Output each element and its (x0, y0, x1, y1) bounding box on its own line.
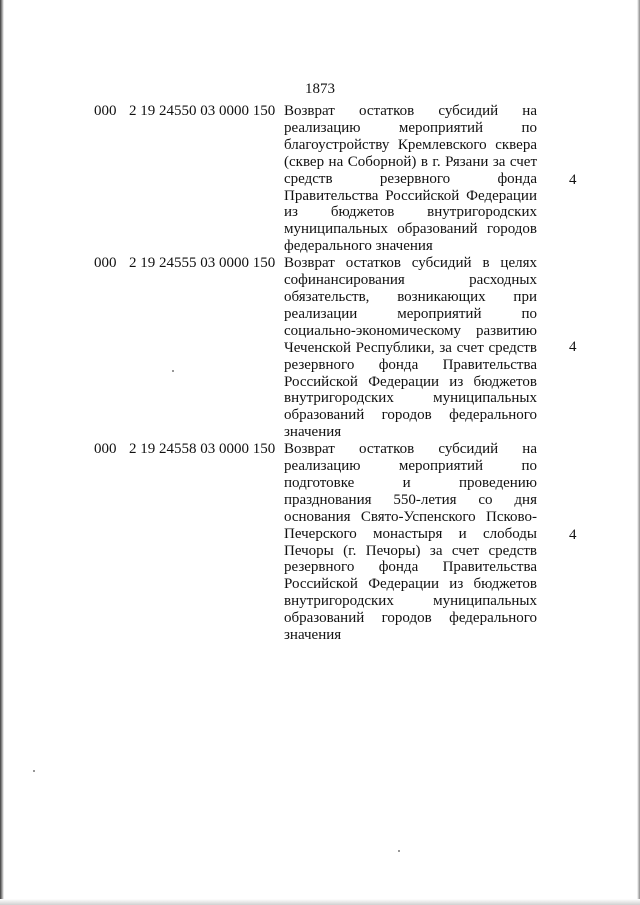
scan-speck (398, 850, 400, 852)
kbk-code: 2 19 24555 03 0000 150 (129, 255, 276, 272)
admin-code: 000 (94, 255, 117, 272)
scan-edge-bottom (0, 899, 640, 905)
amount-value: 4 (569, 527, 577, 544)
kbk-code: 2 19 24558 03 0000 150 (129, 441, 276, 458)
amount-value: 4 (569, 172, 577, 188)
table-row (0, 103, 640, 255)
amount-value: 4 (569, 339, 577, 356)
budget-code-table (0, 103, 640, 644)
admin-code: 000 (94, 441, 117, 458)
income-description: Возврат остатков субсидий на реализацию мероприятий по подготовке и проведению празднования 550-летия со дня основания Свято-Успенского Псково-Печерского монастыря и слободы Печоры (г. Печоры) за счет средств резервного фонда Правительства Российской Федерации из бюджетов внутригородских муниципальных образований городов федерального значения (284, 441, 537, 644)
scan-speck (33, 770, 35, 772)
table-row (0, 255, 640, 441)
income-description: Возврат остатков субсидий в целях софинансирования расходных обязательств, возникающих при реализации мероприятий по социально-экономическому развитию Чеченской Республики, за счет средств резервного фонда Правительства Российской Федерации из бюджетов внутригородских муниципальных образований городов федерального значения (284, 255, 537, 441)
scan-speck (172, 370, 174, 372)
kbk-code: 2 19 24550 03 0000 150 (129, 103, 276, 119)
page-number: 1873 (305, 81, 335, 97)
admin-code: 000 (94, 103, 117, 119)
table-row (0, 441, 640, 644)
income-description: Возврат остатков субсидий на реализацию мероприятий по благоустройству Кремлевского сквера (сквер на Соборной) в г. Рязани за счет средств резервного фонда Правительства Российской Федерации из бюджетов внутригородских муниципальных образований городов федерального значения (284, 103, 537, 255)
